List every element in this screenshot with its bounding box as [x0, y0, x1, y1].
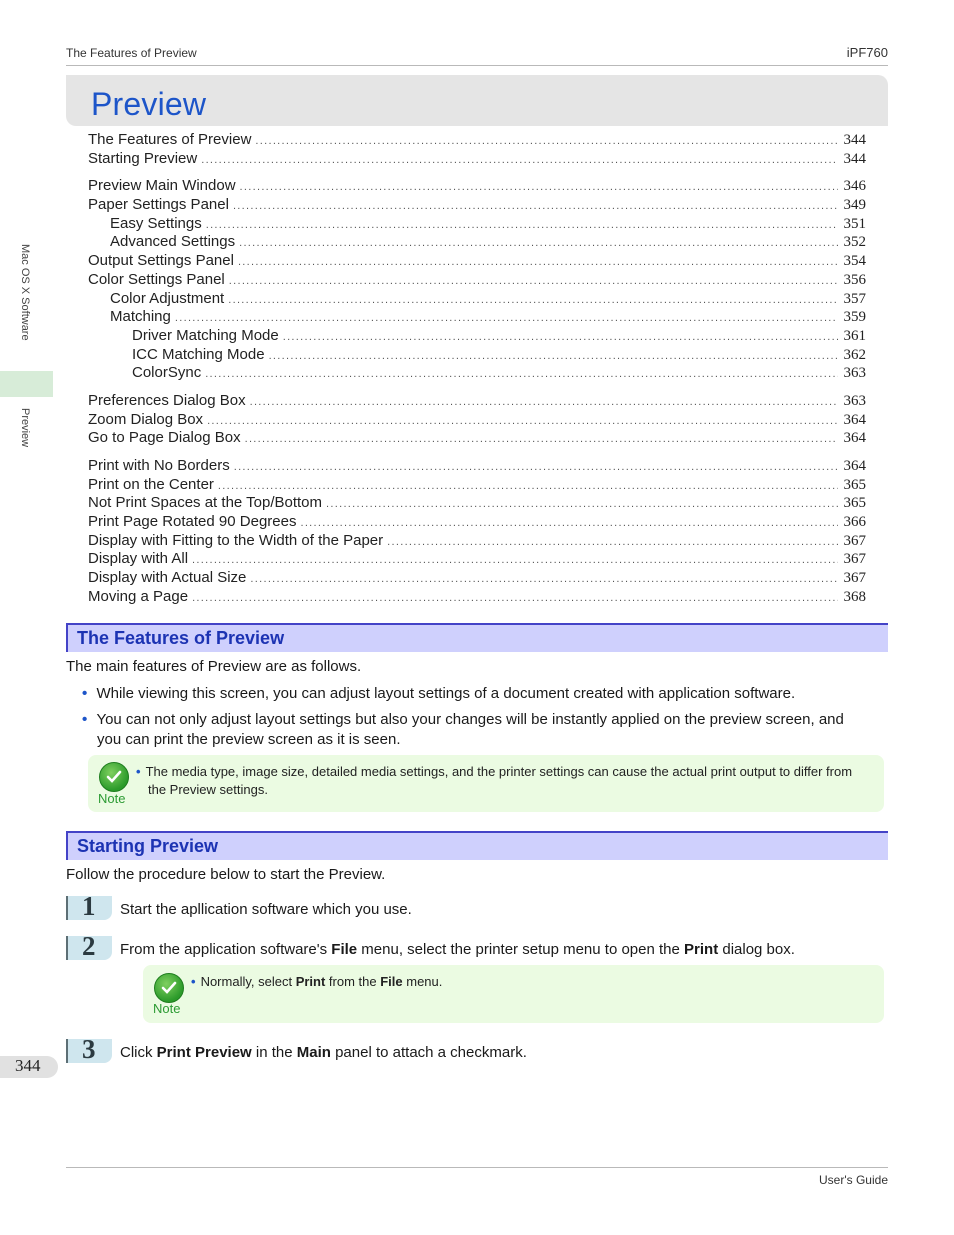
toc-entry[interactable]	[88, 177, 866, 196]
toc-entry-page: 363	[843, 365, 866, 382]
toc-entry-label: Starting Preview	[88, 150, 201, 169]
toc-leader-dots	[255, 132, 837, 151]
step-badge	[66, 931, 112, 961]
toc-entry-page: 349	[843, 197, 866, 214]
toc-entry-label: Output Settings Panel	[88, 252, 238, 271]
bullet-text: While viewing this screen, you can adjust layout settings of a document created with application software.	[96, 685, 796, 702]
step-text: From the application software's File menu, select the printer setup menu to open the Print dialog box.	[120, 941, 795, 958]
toc-leader-dots	[192, 589, 837, 608]
section-header-features	[66, 623, 888, 652]
toc-leader-dots	[205, 365, 837, 384]
toc-entry[interactable]	[88, 532, 866, 551]
toc-leader-dots	[283, 328, 838, 347]
toc-entry-label: Matching	[110, 308, 175, 327]
toc-entry[interactable]	[88, 411, 866, 430]
toc-entry-label: Advanced Settings	[110, 233, 239, 252]
toc-entry-label: Print with No Borders	[88, 457, 234, 476]
toc-entry-page: 365	[843, 476, 866, 493]
toc-entry-page: 352	[843, 234, 866, 251]
toc-entry[interactable]	[88, 233, 866, 252]
chapter-title-band	[66, 75, 888, 126]
step-number: 2	[82, 931, 96, 961]
toc-entry[interactable]	[88, 290, 866, 309]
toc-entry-page: 359	[843, 309, 866, 326]
toc-entry-page: 364	[843, 411, 866, 428]
toc-entry-label: Color Settings Panel	[88, 271, 229, 290]
toc-leader-dots	[192, 551, 837, 570]
toc-leader-dots	[387, 533, 837, 552]
toc-entry-page: 362	[843, 346, 866, 363]
note-label: Note	[98, 791, 126, 806]
toc-entry[interactable]	[88, 131, 866, 150]
starting-intro: Follow the procedure below to start the Preview.	[66, 866, 386, 883]
toc-entry[interactable]	[88, 346, 866, 365]
toc-entry-label: Print Page Rotated 90 Degrees	[88, 513, 300, 532]
toc-entry-label: Display with Fitting to the Width of the Paper	[88, 532, 387, 551]
toc-entry-label: Color Adjustment	[110, 290, 228, 309]
note-line: the Preview settings.	[148, 782, 268, 797]
toc-entry-label: Not Print Spaces at the Top/Bottom	[88, 494, 326, 513]
step-text: Start the apllication software which you use.	[120, 901, 412, 918]
toc-leader-dots	[269, 347, 838, 366]
section-header-starting	[66, 831, 888, 860]
toc-entry-label: ICC Matching Mode	[132, 346, 269, 365]
page-number: 344	[15, 1056, 41, 1075]
toc-entry-label: Paper Settings Panel	[88, 196, 233, 215]
section-title: The Features of Preview	[77, 628, 285, 648]
toc-entry-page: 368	[843, 588, 866, 605]
toc-leader-dots	[300, 514, 837, 533]
step-number: 1	[82, 891, 96, 921]
toc-entry[interactable]	[88, 429, 866, 448]
toc-leader-dots	[229, 272, 838, 291]
table-of-contents	[88, 131, 866, 607]
step-badge	[66, 891, 112, 921]
toc-entry[interactable]	[88, 569, 866, 588]
toc-entry-page: 363	[843, 392, 866, 409]
toc-entry[interactable]	[88, 392, 866, 411]
toc-entry-page: 356	[843, 271, 866, 288]
toc-leader-dots	[233, 197, 838, 216]
toc-leader-dots	[207, 412, 837, 431]
toc-entry-page: 346	[843, 178, 866, 195]
toc-entry-label: Display with Actual Size	[88, 569, 250, 588]
toc-entry-page: 361	[843, 327, 866, 344]
toc-entry[interactable]	[88, 215, 866, 234]
toc-leader-dots	[206, 216, 838, 235]
toc-entry-label: Driver Matching Mode	[132, 327, 283, 346]
note-box	[143, 965, 884, 1023]
toc-entry[interactable]	[88, 364, 866, 383]
bullet-item	[82, 711, 844, 728]
toc-leader-dots	[326, 495, 837, 514]
bullet-item	[82, 685, 795, 702]
toc-entry[interactable]	[88, 476, 866, 495]
footer-text: User's Guide	[819, 1173, 888, 1187]
bullet-continuation: you can print the preview screen as it is seen.	[97, 731, 401, 748]
toc-entry-page: 364	[843, 458, 866, 474]
toc-entry[interactable]	[88, 327, 866, 346]
toc-entry-label: Easy Settings	[110, 215, 206, 234]
toc-entry[interactable]	[88, 150, 866, 169]
note-label: Note	[153, 1001, 181, 1016]
toc-entry[interactable]	[88, 513, 866, 532]
toc-entry-page: 344	[843, 132, 866, 148]
toc-entry[interactable]	[88, 196, 866, 215]
toc-entry-label: Display with All	[88, 550, 192, 569]
toc-entry-page: 367	[843, 532, 866, 549]
panel-name: Main	[296, 1044, 331, 1061]
toc-entry[interactable]	[88, 457, 866, 476]
toc-leader-dots	[238, 253, 838, 272]
toc-entry[interactable]	[88, 494, 866, 513]
section-title: Starting Preview	[77, 836, 219, 856]
bullet-icon: •	[191, 974, 196, 989]
note-line: The media type, image size, detailed media settings, and the printer settings can cause the actual print output to differ from	[145, 764, 853, 779]
toc-entry-page: 354	[843, 253, 866, 270]
option-name: Print Preview	[156, 1044, 252, 1061]
dialog-name: Print	[684, 941, 719, 958]
toc-entry[interactable]	[88, 308, 866, 327]
bullet-icon: •	[82, 685, 88, 702]
note-text: • Normally, select Print from the File menu.	[191, 974, 443, 989]
toc-leader-dots	[234, 458, 838, 477]
side-tab-marker	[0, 371, 53, 397]
toc-entry-label: Zoom Dialog Box	[88, 411, 207, 430]
toc-entry-page: 364	[843, 430, 866, 447]
toc-entry-label: ColorSync	[132, 364, 205, 383]
toc-leader-dots	[201, 151, 837, 170]
toc-leader-dots	[250, 570, 837, 589]
menu-name: File	[331, 941, 358, 958]
toc-entry-label: Preferences Dialog Box	[88, 392, 250, 411]
toc-entry-page: 367	[843, 570, 866, 587]
features-intro: The main features of Preview are as follows.	[66, 658, 362, 675]
pencil-check-icon	[99, 762, 129, 792]
toc-entry[interactable]	[88, 588, 866, 607]
chapter-title: Preview	[91, 86, 207, 122]
toc-leader-dots	[240, 178, 838, 197]
running-header-left: The Features of Preview	[66, 46, 197, 60]
toc-entry-page: 367	[843, 551, 866, 568]
toc-entry-label: Print on the Center	[88, 476, 218, 495]
toc-entry-label: Moving a Page	[88, 588, 192, 607]
toc-leader-dots	[250, 393, 838, 412]
toc-leader-dots	[228, 291, 837, 310]
toc-entry-label: Preview Main Window	[88, 177, 240, 196]
toc-leader-dots	[175, 309, 838, 328]
step-badge	[66, 1034, 112, 1064]
note-text	[136, 763, 876, 799]
toc-entry-page: 351	[843, 215, 866, 232]
toc-entry-label: Go to Page Dialog Box	[88, 429, 245, 448]
toc-leader-dots	[218, 477, 838, 496]
toc-entry-page: 365	[843, 495, 866, 512]
step-number: 3	[82, 1034, 96, 1064]
page-number-badge	[0, 1056, 58, 1078]
toc-entry-label: The Features of Preview	[88, 131, 255, 150]
footer-divider	[66, 1167, 888, 1168]
bullet-icon: •	[82, 711, 88, 728]
bullet-icon: •	[136, 764, 141, 779]
note-box	[88, 755, 884, 812]
header-divider	[66, 65, 888, 66]
toc-entry[interactable]	[88, 252, 866, 271]
toc-leader-dots	[239, 234, 837, 253]
toc-entry[interactable]	[88, 550, 866, 569]
running-header-right: iPF760	[846, 45, 888, 60]
toc-entry[interactable]	[88, 271, 866, 290]
bullet-text: You can not only adjust layout settings but also your changes will be instantly applied on the preview screen, and	[96, 711, 844, 728]
side-tab-current: Preview	[19, 408, 31, 448]
step-text: Click Print Preview in the Main panel to attach a checkmark.	[120, 1044, 527, 1061]
toc-leader-dots	[245, 430, 838, 449]
toc-entry-page: 366	[843, 514, 866, 531]
toc-entry-page: 344	[843, 150, 866, 167]
pencil-check-icon	[154, 973, 184, 1003]
toc-entry-page: 357	[843, 290, 866, 307]
side-tab-section: Mac OS X Software	[19, 244, 31, 341]
